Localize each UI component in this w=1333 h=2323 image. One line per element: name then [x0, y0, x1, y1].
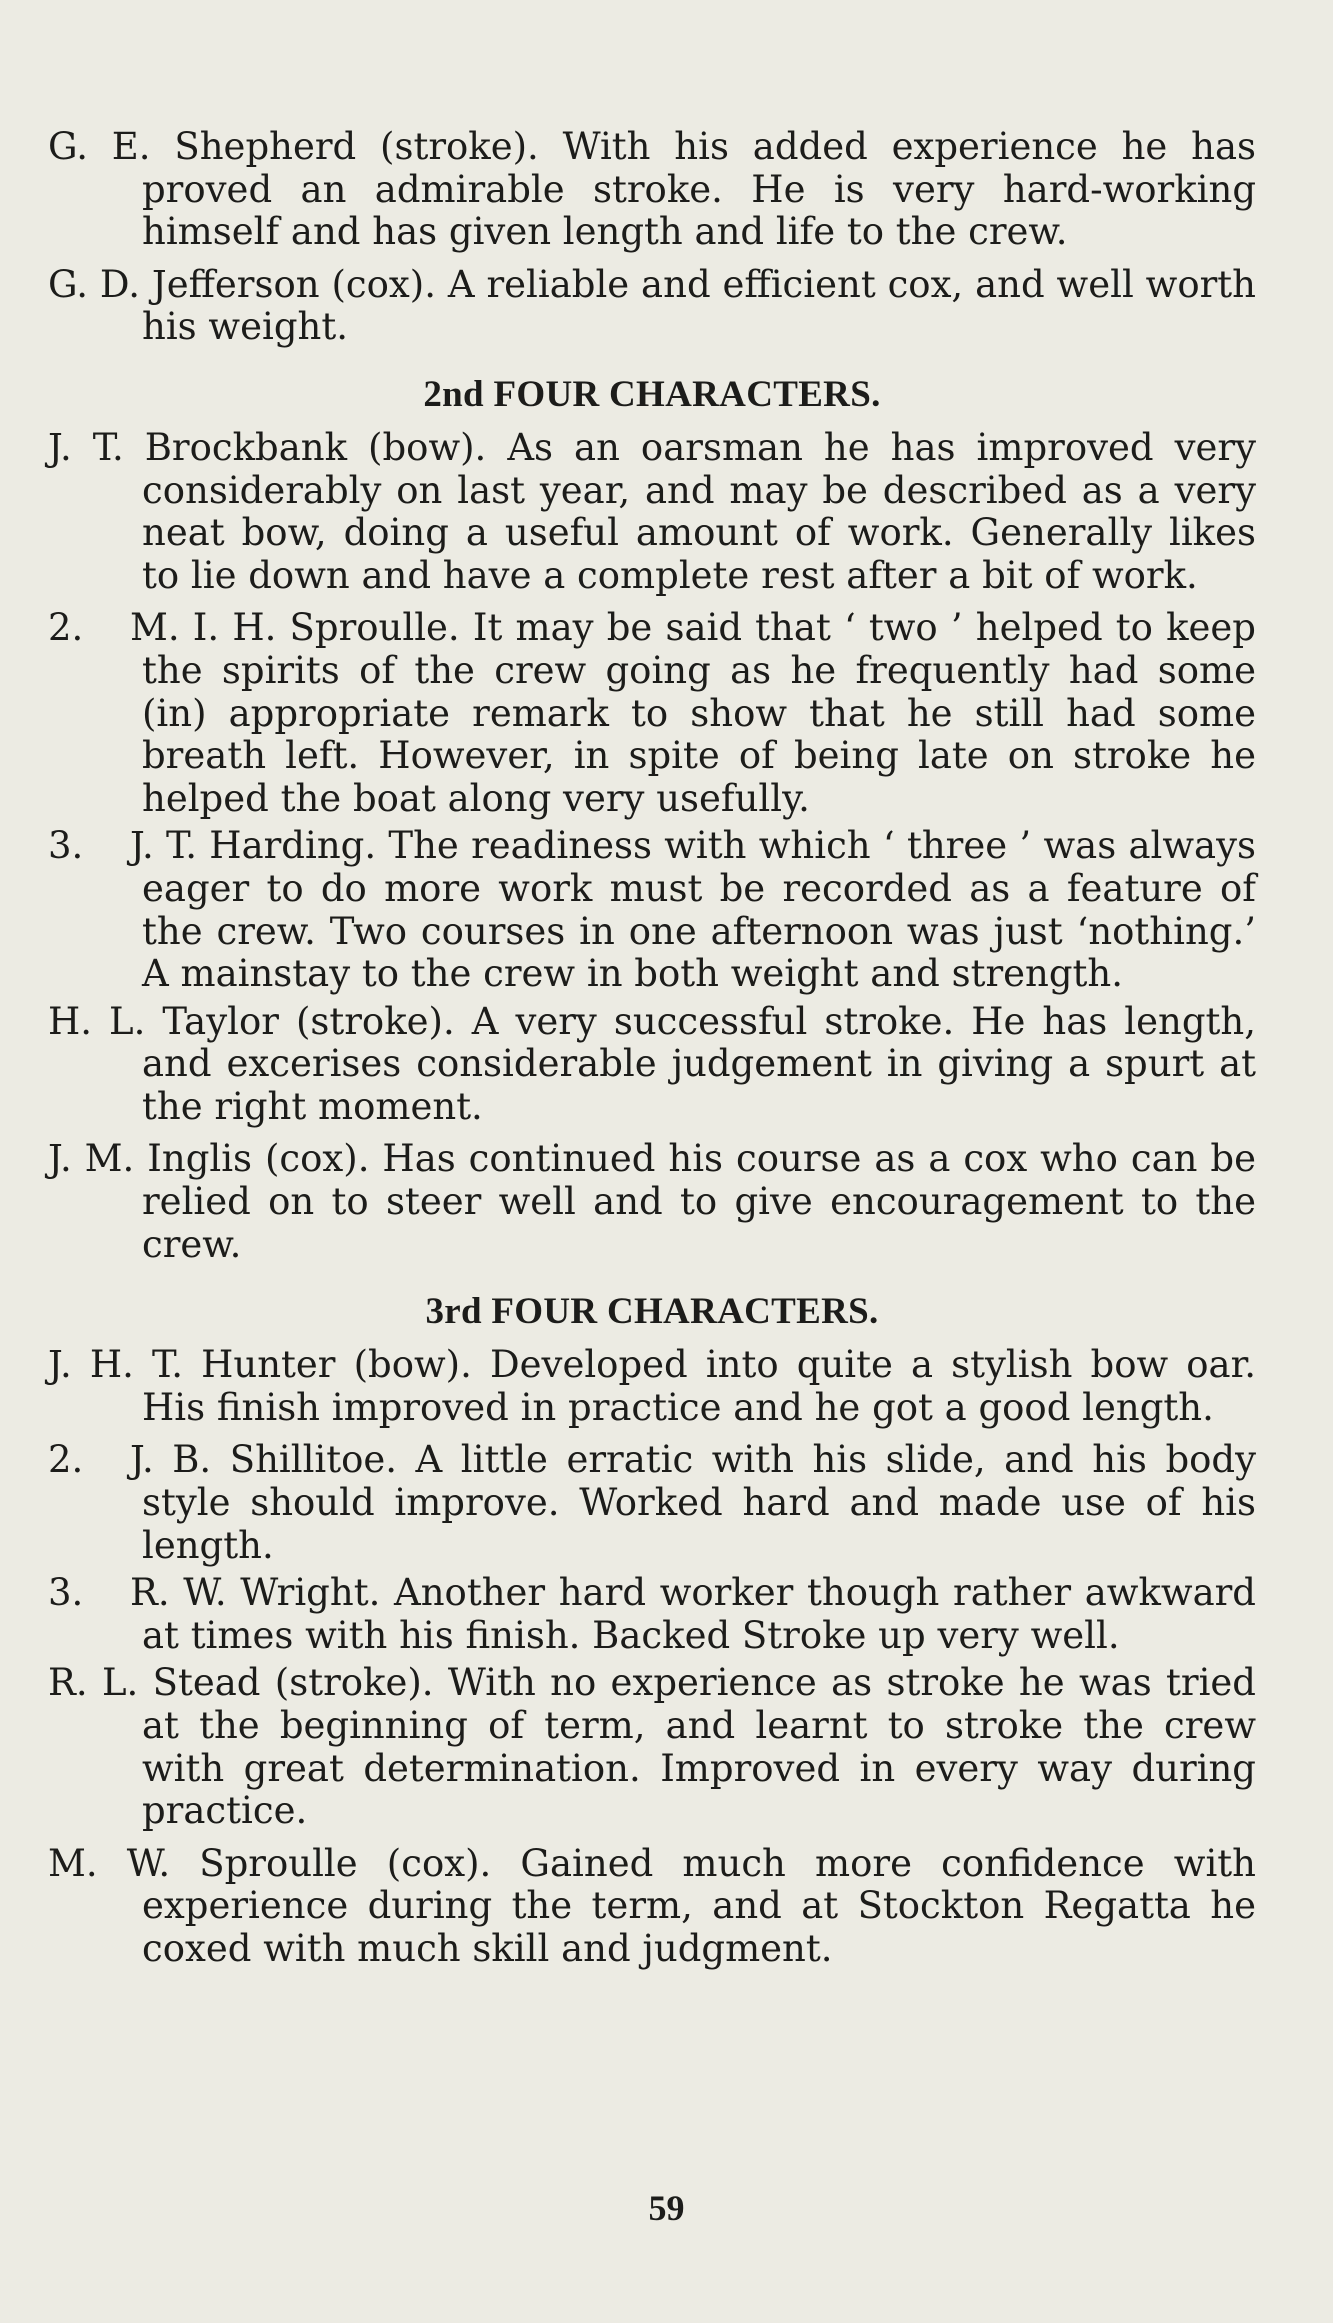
section-heading-3rd-four: 3rd FOUR CHARACTERS. — [425, 1291, 879, 1333]
page-number: 59 — [648, 2188, 685, 2228]
page-content — [48, 126, 1256, 1981]
entry-sproulle-mw: M. W. Sproulle (cox). Gained much more confidence with experience during the term, and at Stockton Regatta he coxed with much skill and judgment. — [48, 1841, 1256, 1970]
entry-number: 3. — [48, 1571, 84, 1615]
entry-stead: R. L. Stead (stroke). With no experience as stroke he was tried at the beginning of term, and learnt to stroke the crew with great determination. Improved in every way during practice. — [48, 1661, 1256, 1833]
entry-hunter: J. H. T. Hunter (bow). Developed into quite a stylish bow oar. His finish improved in practice and he got a good length. — [48, 1343, 1256, 1429]
entry-number: 2. — [48, 606, 84, 650]
entry-brockbank: J. T. Brockbank (bow). As an oarsman he has improved very considerably on last year, and may be described as a very neat bow, doing a useful amount of work. Generally likes to lie down and have a complete rest after a bit of work. — [48, 425, 1256, 597]
entry-shepherd: G. E. Shepherd (stroke). With his added experience he has proved an admirable stroke. He is very hard-working himself and has given length and life to the crew. — [48, 125, 1256, 254]
entry-shillitoe — [48, 1439, 1256, 1567]
entry-text: J. T. Harding. The readiness with which ‘ three ’ was always eager to do more work must be recorded as a feature of the crew. Two courses in one afternoon was just ‘nothing.’ A mainstay to the crew in both weight and strength. — [130, 824, 1256, 996]
entry-number: 3. — [48, 824, 84, 868]
entry-wright — [48, 1572, 1256, 1657]
entry-text: M. I. H. Sproulle. It may be said that ‘ two ’ helped to keep the spirits of the crew going as he frequently had some (in) appropriate remark to show that he still had some breath left. However, in spite of being late on stroke he helped the boat along very usefully. — [130, 606, 1256, 820]
entry-sproulle-mih — [48, 607, 1256, 820]
entry-taylor: H. L. Taylor (stroke). A very successful stroke. He has length, and excerises considerable judgement in giving a spurt at the right moment. — [48, 999, 1256, 1128]
entry-text: J. B. Shillitoe. A little erratic with his slide, and his body style should improve. Worked hard and made use of his length. — [130, 1438, 1256, 1567]
entry-number: 2. — [48, 1438, 84, 1482]
entry-inglis: J. M. Inglis (cox). Has continued his course as a cox who can be relied on to steer well and to give encouragement to the crew. — [48, 1137, 1256, 1266]
entry-harding — [48, 825, 1256, 995]
section-heading-2nd-four: 2nd FOUR CHARACTERS. — [423, 373, 881, 415]
entry-jefferson: G. D. Jefferson (cox). A reliable and efficient cox, and well worth his weight. — [48, 262, 1256, 349]
entry-text: R. W. Wright. Another hard worker though rather awkward at times with his finish. Backed Stroke up very well. — [130, 1571, 1256, 1657]
